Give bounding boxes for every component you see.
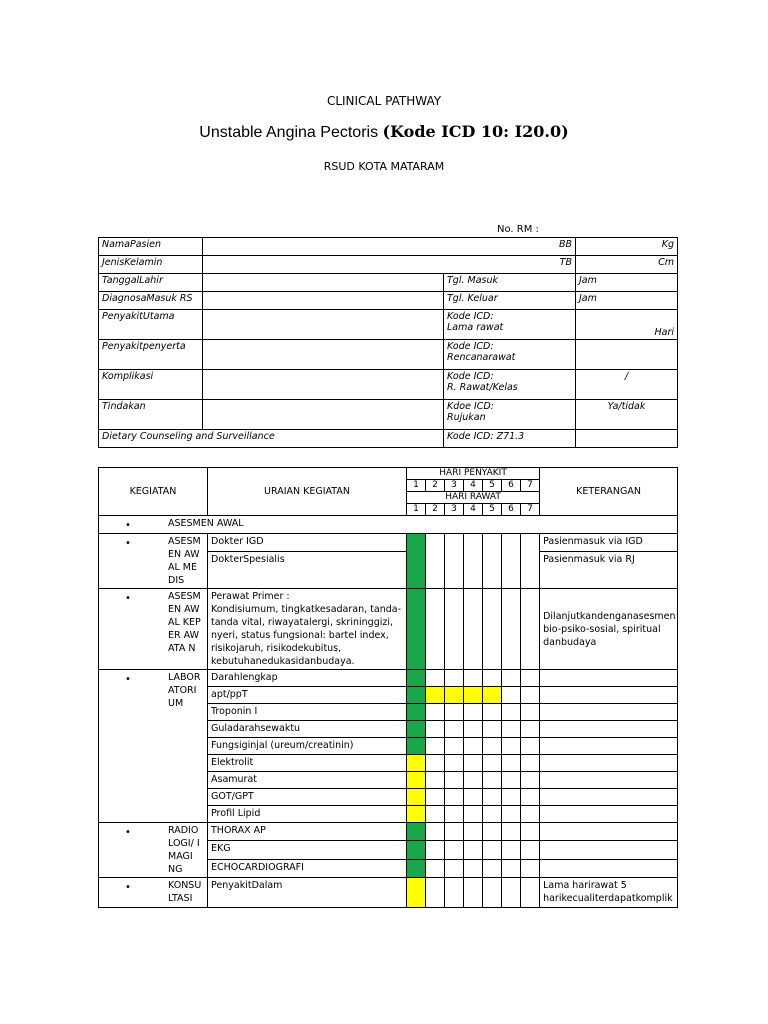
item-profil-lipid: Profil Lipid	[208, 806, 407, 823]
label-tanggal-lahir: TanggalLahir	[99, 274, 203, 292]
day-cell	[483, 721, 502, 738]
day-number: 2	[426, 504, 445, 516]
day-cell	[464, 738, 483, 755]
day-cell	[483, 841, 502, 859]
day-cell	[483, 589, 502, 670]
value-nama-pasien	[203, 238, 444, 256]
label-kode-icd: Kode ICD:	[447, 341, 494, 352]
item-dokter-spesialis: DokterSpesialis	[208, 551, 407, 588]
day-number: 6	[502, 504, 521, 516]
day-cell	[445, 789, 464, 806]
bullet-icon: •	[125, 593, 131, 604]
day-cell	[521, 687, 540, 704]
day-cell	[426, 841, 445, 859]
day-number: 4	[464, 504, 483, 516]
item-got-gpt: GOT/GPT	[208, 789, 407, 806]
day-number: 7	[521, 504, 540, 516]
day-cell	[426, 755, 445, 772]
label-diagnosa-masuk: DiagnosaMasuk RS	[99, 292, 203, 310]
info-row	[99, 400, 678, 430]
day-number: 6	[502, 480, 521, 492]
day-cell	[521, 738, 540, 755]
value-penyakit-utama	[203, 310, 444, 340]
day-cell	[426, 859, 445, 877]
label-rencana-rawat: Rencanarawat	[447, 352, 516, 363]
day-number: 2	[426, 480, 445, 492]
label-hari: Hari	[576, 310, 678, 340]
item-troponin: Troponin I	[208, 704, 407, 721]
day-cell	[464, 806, 483, 823]
day-cell	[521, 859, 540, 877]
day-cell-green	[407, 534, 426, 589]
day-cell	[464, 772, 483, 789]
bullet-icon: •	[125, 674, 131, 685]
value-jenis-kelamin	[203, 256, 444, 274]
day-cell	[502, 687, 521, 704]
day-cell	[502, 534, 521, 589]
day-cell	[445, 534, 464, 589]
day-cell-yellow	[407, 772, 426, 789]
day-cell	[483, 755, 502, 772]
day-cell	[521, 589, 540, 670]
day-cell	[445, 589, 464, 670]
label-lama-rawat: Lama rawat	[447, 322, 504, 333]
note-igd: Pasienmasuk via IGD	[540, 534, 678, 552]
title-plain: Unstable Angina Pectoris	[199, 124, 383, 141]
day-cell	[502, 704, 521, 721]
group-konsultasi	[99, 878, 208, 908]
day-cell	[464, 859, 483, 877]
label-nama-pasien: NamaPasien	[99, 238, 203, 256]
item-perawat-primer: Perawat Primer : Kondisiumum, tingkatkesadaran, tanda-tanda vital, riwayatalergi, skrininggizi, nyeri, status fungsional: bartel index, risikojaruh, risikodekubitus, kebutuhanedukasidanbudaya.	[208, 589, 407, 670]
day-number: 5	[483, 504, 502, 516]
day-cell	[502, 823, 521, 841]
pathway-table	[98, 467, 678, 908]
label-cm: Cm	[576, 256, 678, 274]
note-cell	[540, 755, 678, 772]
header-hari-penyakit: HARI PENYAKIT	[407, 468, 540, 480]
item-echo: ECHOCARDIOGRAFI	[208, 859, 407, 877]
bullet-icon: •	[125, 520, 131, 531]
day-cell-green	[407, 841, 426, 859]
group-label: KONSU LTASI	[168, 880, 202, 904]
day-cell	[521, 704, 540, 721]
note-konsultasi: Lama harirawat 5 harikecualiterdapatkomplik	[540, 878, 678, 908]
section-label: ASESMEN AWAL	[168, 518, 244, 529]
label-ya-tidak: Ya/tidak	[576, 400, 678, 430]
value-penyakit-penyerta	[203, 340, 444, 370]
group-radiologi	[99, 823, 208, 878]
day-cell	[521, 841, 540, 859]
kode-icd-kelas	[444, 370, 576, 400]
note-cell	[540, 687, 678, 704]
day-cell	[464, 589, 483, 670]
day-cell	[483, 534, 502, 589]
label-kg: Kg	[576, 238, 678, 256]
item-gula-darah: Guladarahsewaktu	[208, 721, 407, 738]
item-aptt: apt/ppT	[208, 687, 407, 704]
day-cell-green	[407, 670, 426, 687]
day-cell	[502, 859, 521, 877]
day-number: 3	[445, 480, 464, 492]
label-penyakit-penyerta: Penyakitpenyerta	[99, 340, 203, 370]
day-cell	[445, 738, 464, 755]
day-cell	[445, 806, 464, 823]
item-fungsi-ginjal: Fungsiginjal (ureum/creatinin)	[208, 738, 407, 755]
day-number: 3	[445, 504, 464, 516]
value-rencana-rawat	[576, 340, 678, 370]
note-rj: Pasienmasuk via RJ	[540, 551, 678, 588]
item-asam-urat: Asamurat	[208, 772, 407, 789]
item-elektrolit: Elektrolit	[208, 755, 407, 772]
value-komplikasi	[203, 370, 444, 400]
document-title	[0, 122, 768, 142]
day-cell	[521, 823, 540, 841]
day-cell	[502, 738, 521, 755]
label-slash: /	[576, 370, 678, 400]
bullet-icon: •	[125, 882, 131, 893]
day-cell	[445, 823, 464, 841]
day-cell	[483, 704, 502, 721]
note-keperawatan: Dilanjutkandenganasesmen bio-psiko-sosial, spiritual danbudaya	[540, 589, 678, 670]
day-cell	[521, 670, 540, 687]
day-cell	[483, 670, 502, 687]
info-row	[99, 310, 678, 340]
day-number: 1	[407, 504, 426, 516]
label-kode-icd: Kode ICD:	[447, 371, 494, 382]
day-number: 7	[521, 480, 540, 492]
value-tanggal-lahir	[203, 274, 444, 292]
day-cell	[464, 534, 483, 589]
day-cell	[426, 670, 445, 687]
info-row	[99, 292, 678, 310]
day-cell	[521, 878, 540, 908]
note-cell	[540, 772, 678, 789]
label-bb: BB	[444, 238, 576, 256]
kode-icd-lama-rawat	[444, 310, 576, 340]
day-cell	[521, 721, 540, 738]
day-number: 1	[407, 480, 426, 492]
day-cell	[464, 789, 483, 806]
day-cell	[445, 859, 464, 877]
value-dietary	[576, 430, 678, 448]
day-cell	[483, 789, 502, 806]
patient-info-table	[98, 237, 678, 448]
day-cell	[464, 755, 483, 772]
day-cell	[445, 878, 464, 908]
item-thorax: THORAX AP	[208, 823, 407, 841]
day-cell-yellow	[407, 806, 426, 823]
info-row	[99, 256, 678, 274]
info-row	[99, 430, 678, 448]
day-cell	[502, 755, 521, 772]
day-cell-yellow	[445, 687, 464, 704]
item-darah-lengkap: Darahlengkap	[208, 670, 407, 687]
day-cell	[426, 878, 445, 908]
document-type: CLINICAL PATHWAY	[326, 94, 442, 108]
header-uraian: URAIAN KEGIATAN	[208, 468, 407, 516]
day-cell	[502, 670, 521, 687]
day-cell	[521, 534, 540, 589]
day-cell-yellow	[407, 755, 426, 772]
day-cell-yellow	[407, 878, 426, 908]
day-number: 4	[464, 480, 483, 492]
no-rm-label: No. RM :	[497, 224, 539, 235]
day-cell-yellow	[464, 687, 483, 704]
day-cell	[464, 670, 483, 687]
label-tindakan: Tindakan	[99, 400, 203, 430]
label-kode-icd: Kdoe ICD:	[447, 401, 494, 412]
note-cell	[540, 823, 678, 841]
section-asesmen-awal	[99, 516, 678, 534]
item-dokter-igd: Dokter IGD	[208, 534, 407, 552]
day-cell-green	[407, 687, 426, 704]
day-cell	[483, 806, 502, 823]
kode-icd-rencana	[444, 340, 576, 370]
day-cell	[521, 806, 540, 823]
note-cell	[540, 859, 678, 877]
header-keterangan: KETERANGAN	[540, 468, 678, 516]
day-cell	[502, 721, 521, 738]
label-kode-icd-z: Kode ICD: Z71.3	[444, 430, 576, 448]
info-row	[99, 370, 678, 400]
day-cell	[445, 772, 464, 789]
info-row	[99, 274, 678, 292]
day-cell	[483, 738, 502, 755]
day-cell	[426, 704, 445, 721]
label-jam-masuk: Jam	[576, 274, 678, 292]
bullet-icon: •	[125, 538, 131, 549]
day-cell	[464, 841, 483, 859]
day-cell	[426, 721, 445, 738]
label-tgl-keluar: Tgl. Keluar	[444, 292, 576, 310]
day-cell	[445, 704, 464, 721]
hospital-name: RSUD KOTA MATARAM	[323, 160, 445, 173]
day-cell-yellow	[426, 687, 445, 704]
day-cell	[502, 878, 521, 908]
day-cell-green	[407, 589, 426, 670]
day-cell	[445, 755, 464, 772]
day-cell	[521, 755, 540, 772]
day-cell	[426, 738, 445, 755]
day-cell	[445, 841, 464, 859]
day-cell	[521, 772, 540, 789]
label-dietary: Dietary Counseling and Surveillance	[99, 430, 444, 448]
label-penyakit-utama: PenyakitUtama	[99, 310, 203, 340]
note-cell	[540, 738, 678, 755]
day-cell	[426, 806, 445, 823]
group-laboratorium	[99, 670, 208, 823]
day-cell	[483, 878, 502, 908]
day-cell	[445, 670, 464, 687]
day-cell	[464, 823, 483, 841]
day-cell	[426, 789, 445, 806]
group-asesmen-medis	[99, 534, 208, 589]
group-label: ASESM EN AWAL KEPER AWATA N	[168, 591, 201, 654]
day-cell	[502, 789, 521, 806]
day-cell-green	[407, 721, 426, 738]
label-tb: TB	[444, 256, 576, 274]
day-cell	[502, 589, 521, 670]
day-cell	[502, 772, 521, 789]
day-cell	[426, 823, 445, 841]
title-icd-code: (Kode ICD 10: I20.0)	[382, 122, 569, 141]
group-label: ASESM EN AWAL MEDIS	[168, 536, 201, 586]
header-hari-rawat: HARI RAWAT	[407, 492, 540, 504]
note-cell	[540, 721, 678, 738]
day-cell	[426, 534, 445, 589]
note-cell	[540, 806, 678, 823]
info-row	[99, 340, 678, 370]
day-cell	[464, 721, 483, 738]
day-cell	[464, 878, 483, 908]
note-cell	[540, 670, 678, 687]
label-tgl-masuk: Tgl. Masuk	[444, 274, 576, 292]
label-rujukan: Rujukan	[447, 412, 486, 423]
day-cell-green	[407, 704, 426, 721]
label-jam-keluar: Jam	[576, 292, 678, 310]
label-jenis-kelamin: JenisKelamin	[99, 256, 203, 274]
bullet-icon: •	[125, 827, 131, 838]
label-rawat-kelas: R. Rawat/Kelas	[447, 382, 518, 393]
item-ekg: EKG	[208, 841, 407, 859]
group-asesmen-keperawatan	[99, 589, 208, 670]
day-cell-green	[407, 823, 426, 841]
group-label: RADIO LOGI/ IMAGI NG	[168, 825, 200, 875]
day-cell	[521, 789, 540, 806]
item-penyakit-dalam: PenyakitDalam	[208, 878, 407, 908]
day-cell-yellow	[483, 687, 502, 704]
day-cell-yellow	[407, 789, 426, 806]
value-diagnosa-masuk	[203, 292, 444, 310]
day-cell	[502, 806, 521, 823]
day-cell	[483, 823, 502, 841]
label-komplikasi: Komplikasi	[99, 370, 203, 400]
value-tindakan	[203, 400, 444, 430]
day-cell	[483, 859, 502, 877]
day-cell-green	[407, 738, 426, 755]
label-kode-icd: Kode ICD:	[447, 311, 494, 322]
day-number: 5	[483, 480, 502, 492]
day-cell	[464, 704, 483, 721]
day-cell	[502, 841, 521, 859]
kode-icd-rujukan	[444, 400, 576, 430]
group-label: LABOR ATORI UM	[168, 672, 201, 709]
day-cell	[445, 721, 464, 738]
note-cell	[540, 789, 678, 806]
note-cell	[540, 841, 678, 859]
day-cell	[483, 772, 502, 789]
info-row	[99, 238, 678, 256]
day-cell	[426, 589, 445, 670]
header-kegiatan: KEGIATAN	[99, 468, 208, 516]
note-cell	[540, 704, 678, 721]
day-cell-green	[407, 859, 426, 877]
day-cell	[426, 772, 445, 789]
